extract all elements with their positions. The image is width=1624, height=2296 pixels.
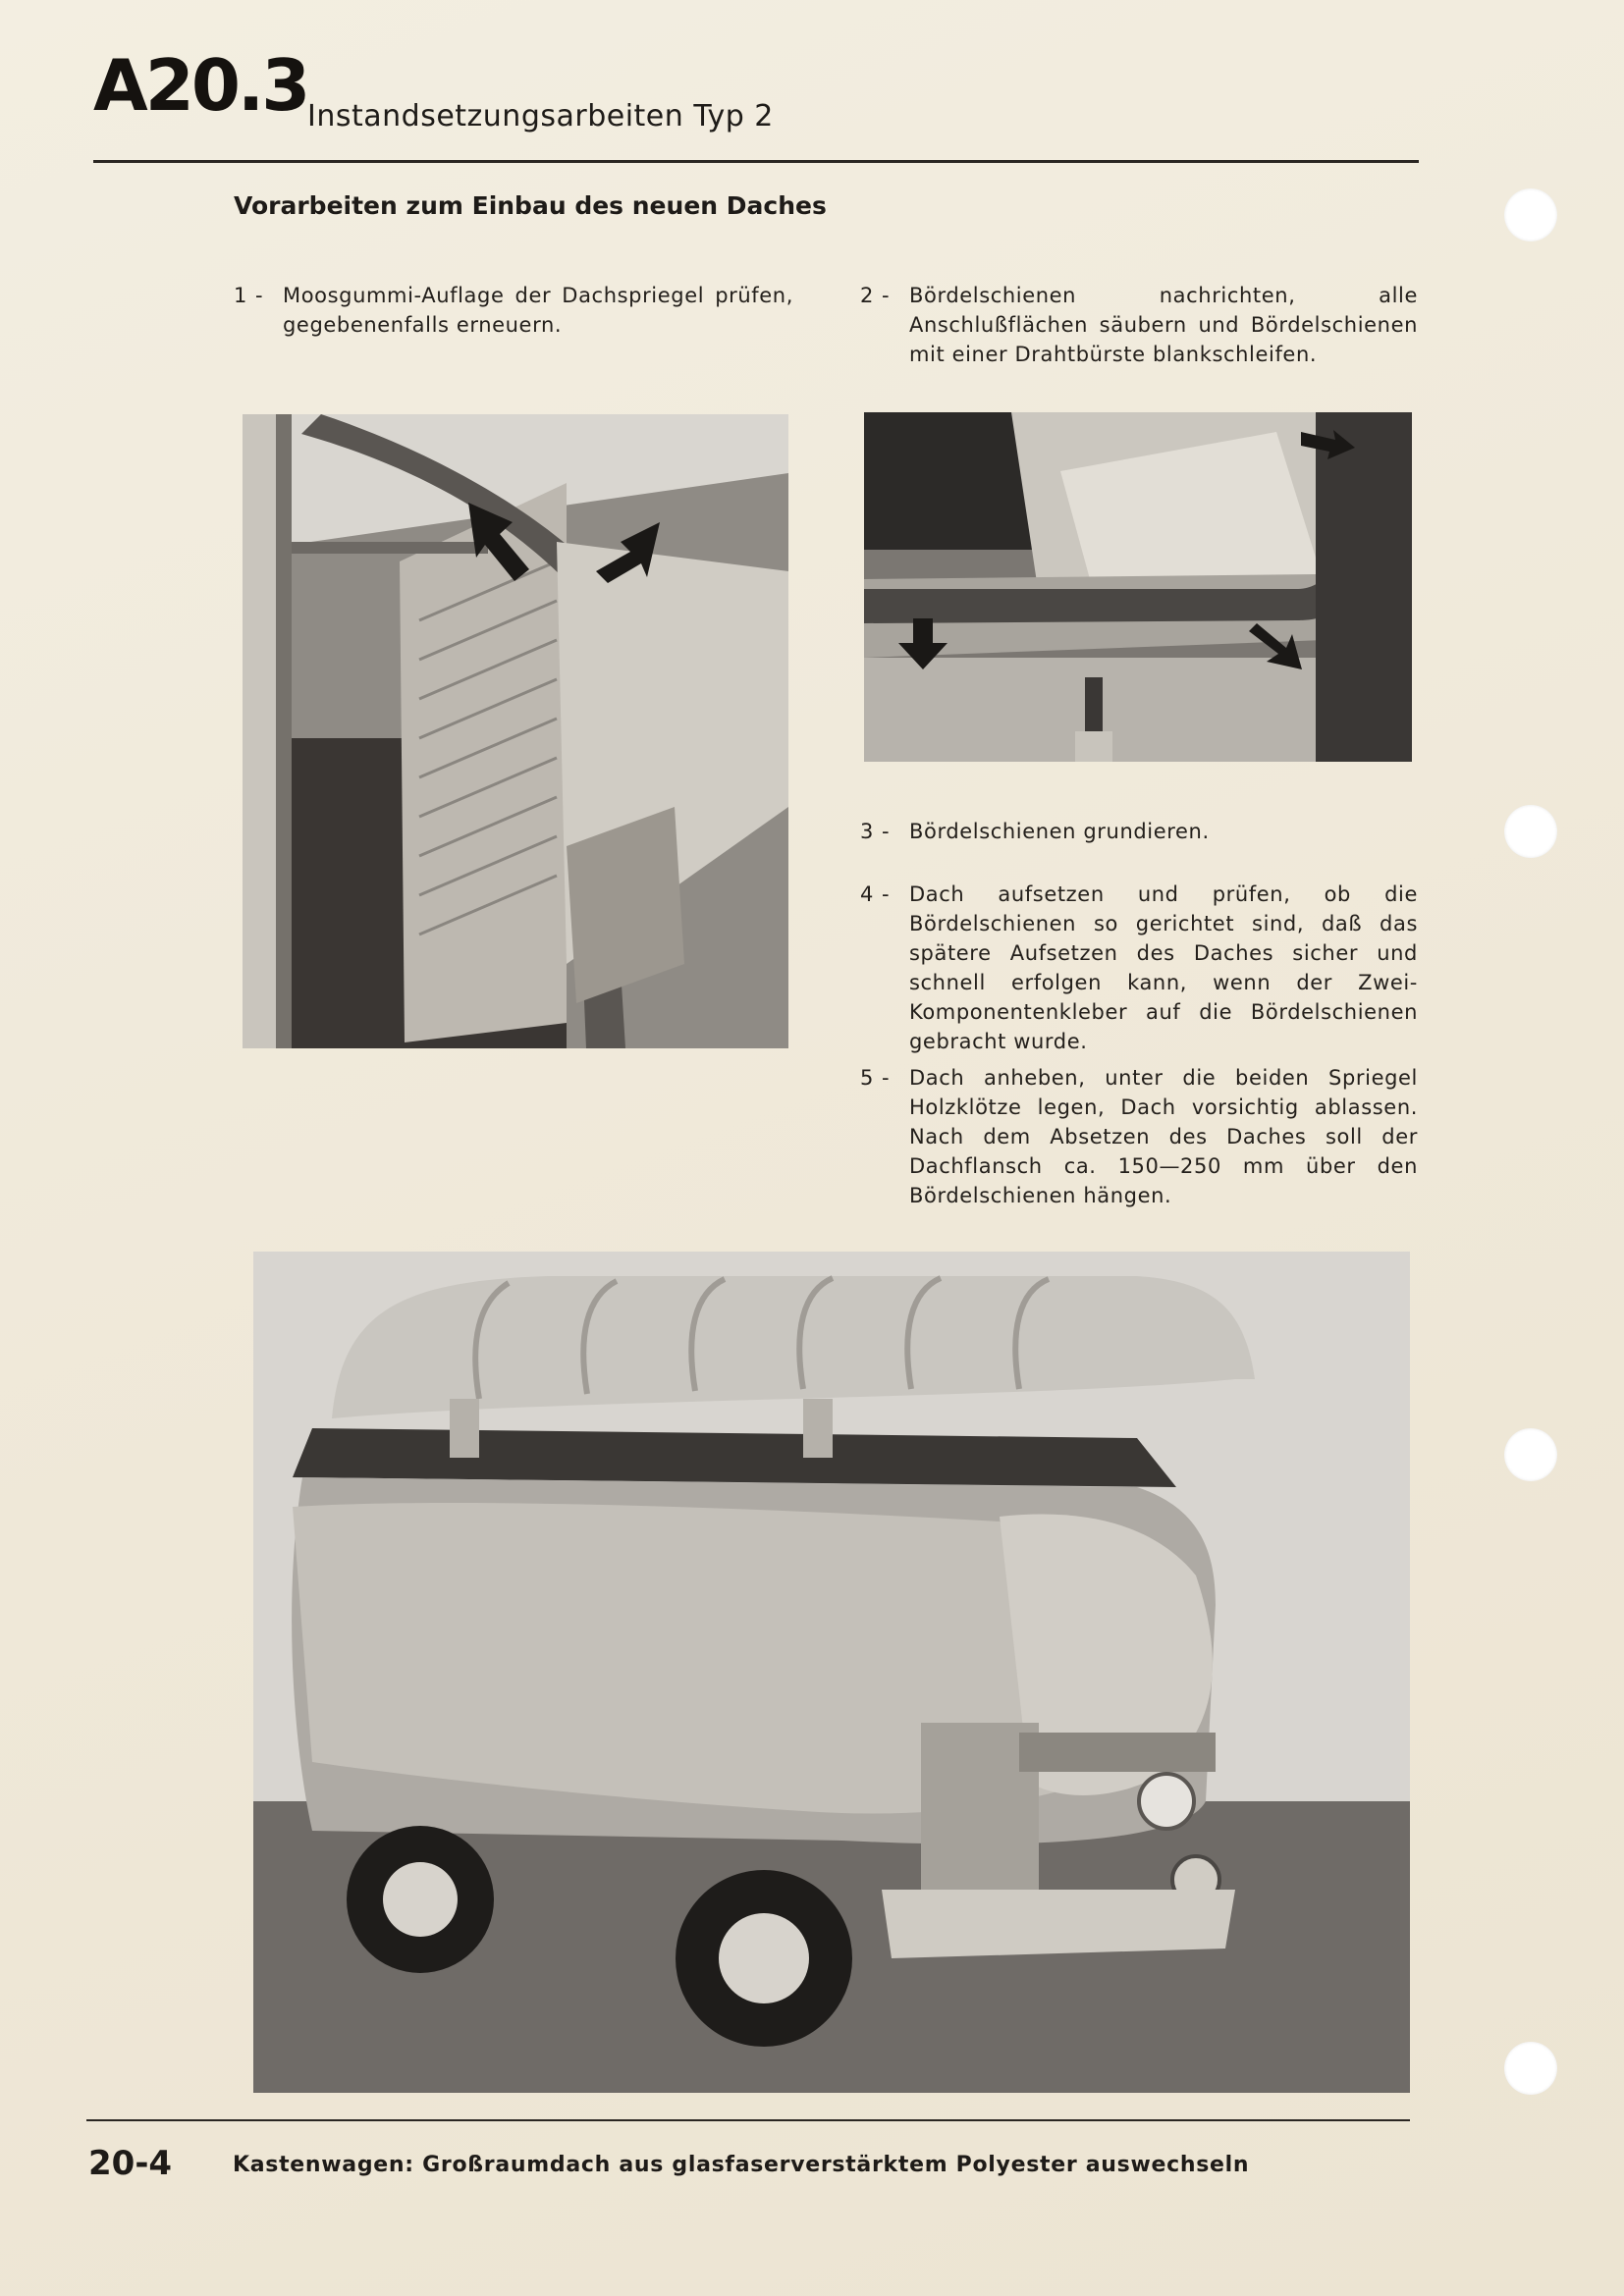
punch-hole (1504, 1428, 1557, 1481)
step-number: 4 (860, 882, 874, 906)
section-title: Instandsetzungsarbeiten Typ 2 (307, 99, 774, 133)
step-4: 4 - Dach aufsetzen und prüfen, ob die Bördelschienen so gerichtet sind, daß das spätere Aufsetzen des Daches sicher und schnell erfolgen kann, wenn der Zwei-Komponentenkleber auf die Bördelschienen gebracht wurde. (860, 880, 1418, 1056)
step-text: Bördelschienen grundieren. (909, 820, 1210, 843)
step-3: 3 - Bördelschienen grundieren. (860, 817, 1418, 846)
photo-flange-rails (864, 412, 1412, 762)
step-5: 5 - Dach anheben, unter die beiden Spriegel Holzklötze legen, Dach vorsichtig ablassen. Nach dem Absetzen des Daches soll der Dachflansch ca. 150—250 mm über den Bördelschienen hängen. (860, 1063, 1418, 1210)
photo-roof-bow-seal (243, 414, 788, 1048)
step-number: 3 (860, 820, 874, 843)
page-number: 20-4 (88, 2144, 173, 2183)
header-rule (93, 160, 1419, 163)
step-text: Bördelschienen nachrichten, alle Anschlußflächen säubern und Bördelschienen mit einer Drahtbürste blankschleifen. (909, 284, 1418, 366)
punch-hole (1504, 805, 1557, 858)
step-2: 2 - Bördelschienen nachrichten, alle Anschlußflächen säubern und Bördelschienen mit einer Drahtbürste blankschleifen. (860, 281, 1418, 369)
section-number: A20.3 (93, 44, 308, 127)
punch-hole (1504, 188, 1557, 241)
punch-hole (1504, 2042, 1557, 2095)
step-text: Dach anheben, unter die beiden Spriegel Holzklötze legen, Dach vorsichtig ablassen. Nach dem Absetzen des Daches soll der Dachflansch ca. 150—250 mm über den Bördelschienen hängen. (909, 1066, 1418, 1207)
subheading: Vorarbeiten zum Einbau des neuen Daches (234, 191, 827, 220)
step-text: Dach aufsetzen und prüfen, ob die Bördelschienen so gerichtet sind, daß das spätere Aufsetzen des Daches sicher und schnell erfolgen kann, wenn der Zwei-Komponentenkleber auf die Bördelschienen gebracht wurde. (909, 882, 1418, 1053)
step-1: 1 - Moosgummi-Auflage der Dachspriegel prüfen, gegebenenfalls erneuern. (234, 281, 793, 340)
photo-van-with-raised-roof (253, 1252, 1410, 2093)
step-number: 2 (860, 284, 874, 307)
page-header (93, 44, 1419, 142)
footer-rule (86, 2119, 1410, 2121)
footer-title: Kastenwagen: Großraumdach aus glasfaserverstärktem Polyester auswechseln (233, 2153, 1250, 2177)
step-number: 1 (234, 284, 247, 307)
step-text: Moosgummi-Auflage der Dachspriegel prüfen, gegebenenfalls erneuern. (283, 284, 793, 337)
step-number: 5 (860, 1066, 874, 1090)
